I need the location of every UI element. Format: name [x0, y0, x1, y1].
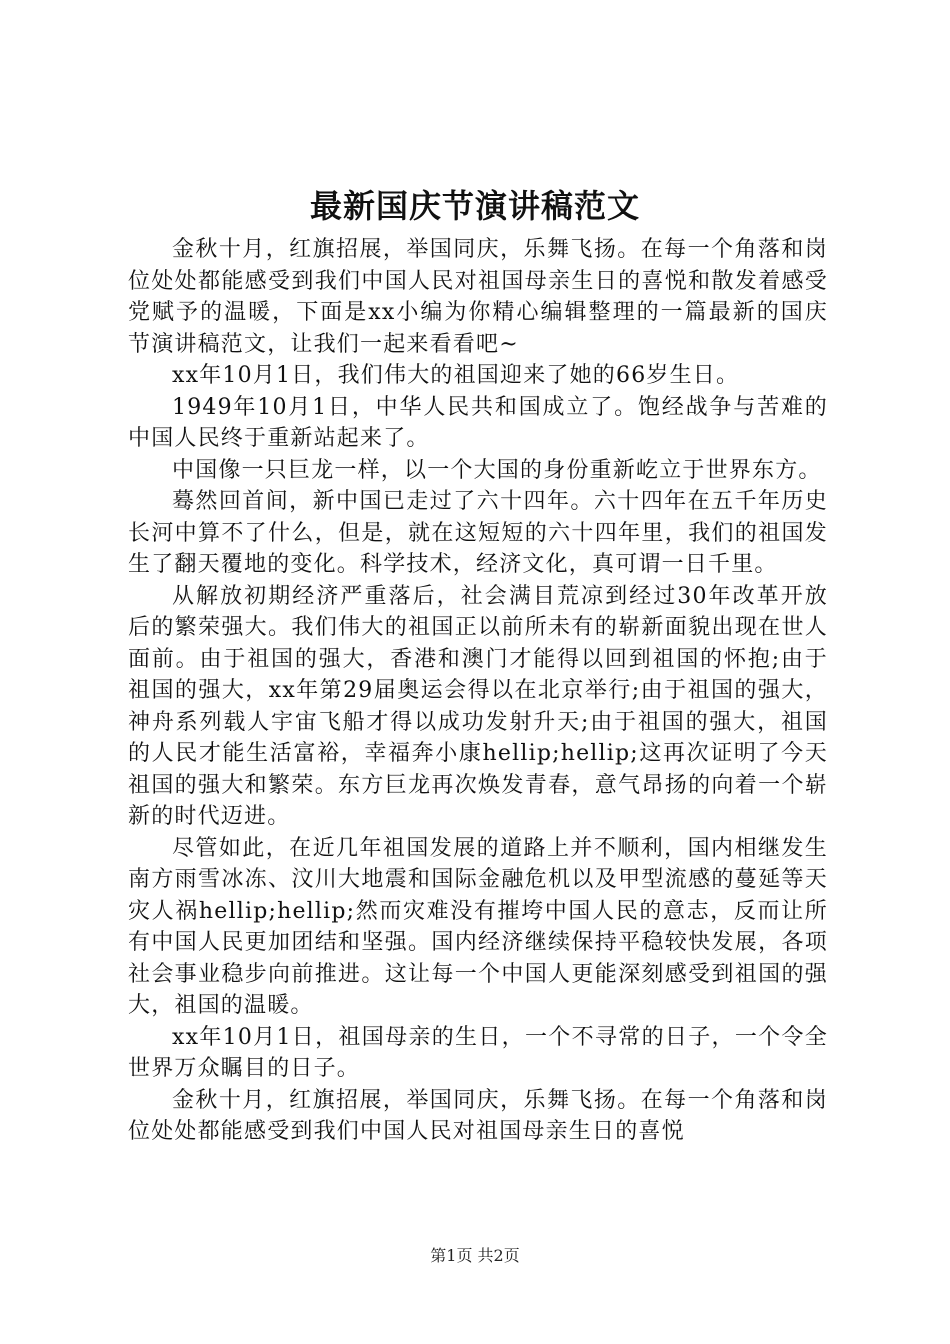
paragraph: 金秋十月，红旗招展，举国同庆，乐舞飞扬。在每一个角落和岗位处处都能感受到我们中国人民对祖国母亲生日的喜悦和散发着感受党赋予的温暖，下面是xx小编为你精心编辑整理的一篇最新的国庆节演讲稿范文，让我们一起来看看吧~	[128, 237, 828, 357]
page-total: 共2页	[477, 1246, 520, 1265]
paragraph: xx年10月1日，祖国母亲的生日，一个不寻常的日子，一个令全世界万众瞩目的日子。	[128, 1024, 828, 1081]
paragraph: 从解放初期经济严重落后，社会满目荒凉到经过30年改革开放后的繁荣强大。我们伟大的祖国正以前所未有的崭新面貌出现在世人面前。由于祖国的强大，香港和澳门才能得以回到祖国的怀抱;由于祖国的强大，xx年第29届奥运会得以在北京举行;由于祖国的强大，神舟系列载人宇宙飞船才得以成功发射升天;由于祖国的强大，祖国的人民才能生活富裕，幸福奔小康hellip;hellip;这再次证明了今天祖国的强大和繁荣。东方巨龙再次焕发青春，意气昂扬的向着一个崭新的时代迈进。	[128, 583, 828, 829]
paragraph: 尽管如此，在近几年祖国发展的道路上并不顺利，国内相继发生南方雨雪冰冻、汶川大地震和国际金融危机以及甲型流感的蔓延等天灾人祸hellip;hellip;然而灾难没有摧垮中国人民的意志，反而让所有中国人民更加团结和坚强。国内经济继续保持平稳较快发展，各项社会事业稳步向前推进。这让每一个中国人更能深刻感受到祖国的强大，祖国的温暖。	[128, 835, 828, 1018]
paragraph: 金秋十月，红旗招展，举国同庆，乐舞飞扬。在每一个角落和岗位处处都能感受到我们中国人民对祖国母亲生日的喜悦	[128, 1087, 828, 1144]
page-number: 第1页	[430, 1246, 473, 1265]
document-title: 最新国庆节演讲稿范文	[309, 187, 640, 225]
paragraph: 中国像一只巨龙一样，以一个大国的身份重新屹立于世界东方。	[172, 457, 822, 483]
paragraph: 蓦然回首间，新中国已走过了六十四年。六十四年在五千年历史长河中算不了什么，但是，就在这短短的六十四年里，我们的祖国发生了翻天覆地的变化。科学技术，经济文化，真可谓一日千里。	[128, 489, 828, 577]
page-footer	[0, 1245, 950, 1267]
document-body	[128, 234, 828, 1148]
paragraph: xx年10月1日，我们伟大的祖国迎来了她的66岁生日。	[172, 363, 740, 388]
paragraph: 1949年10月1日，中华人民共和国成立了。饱经战争与苦难的中国人民终于重新站起来了。	[128, 394, 828, 451]
